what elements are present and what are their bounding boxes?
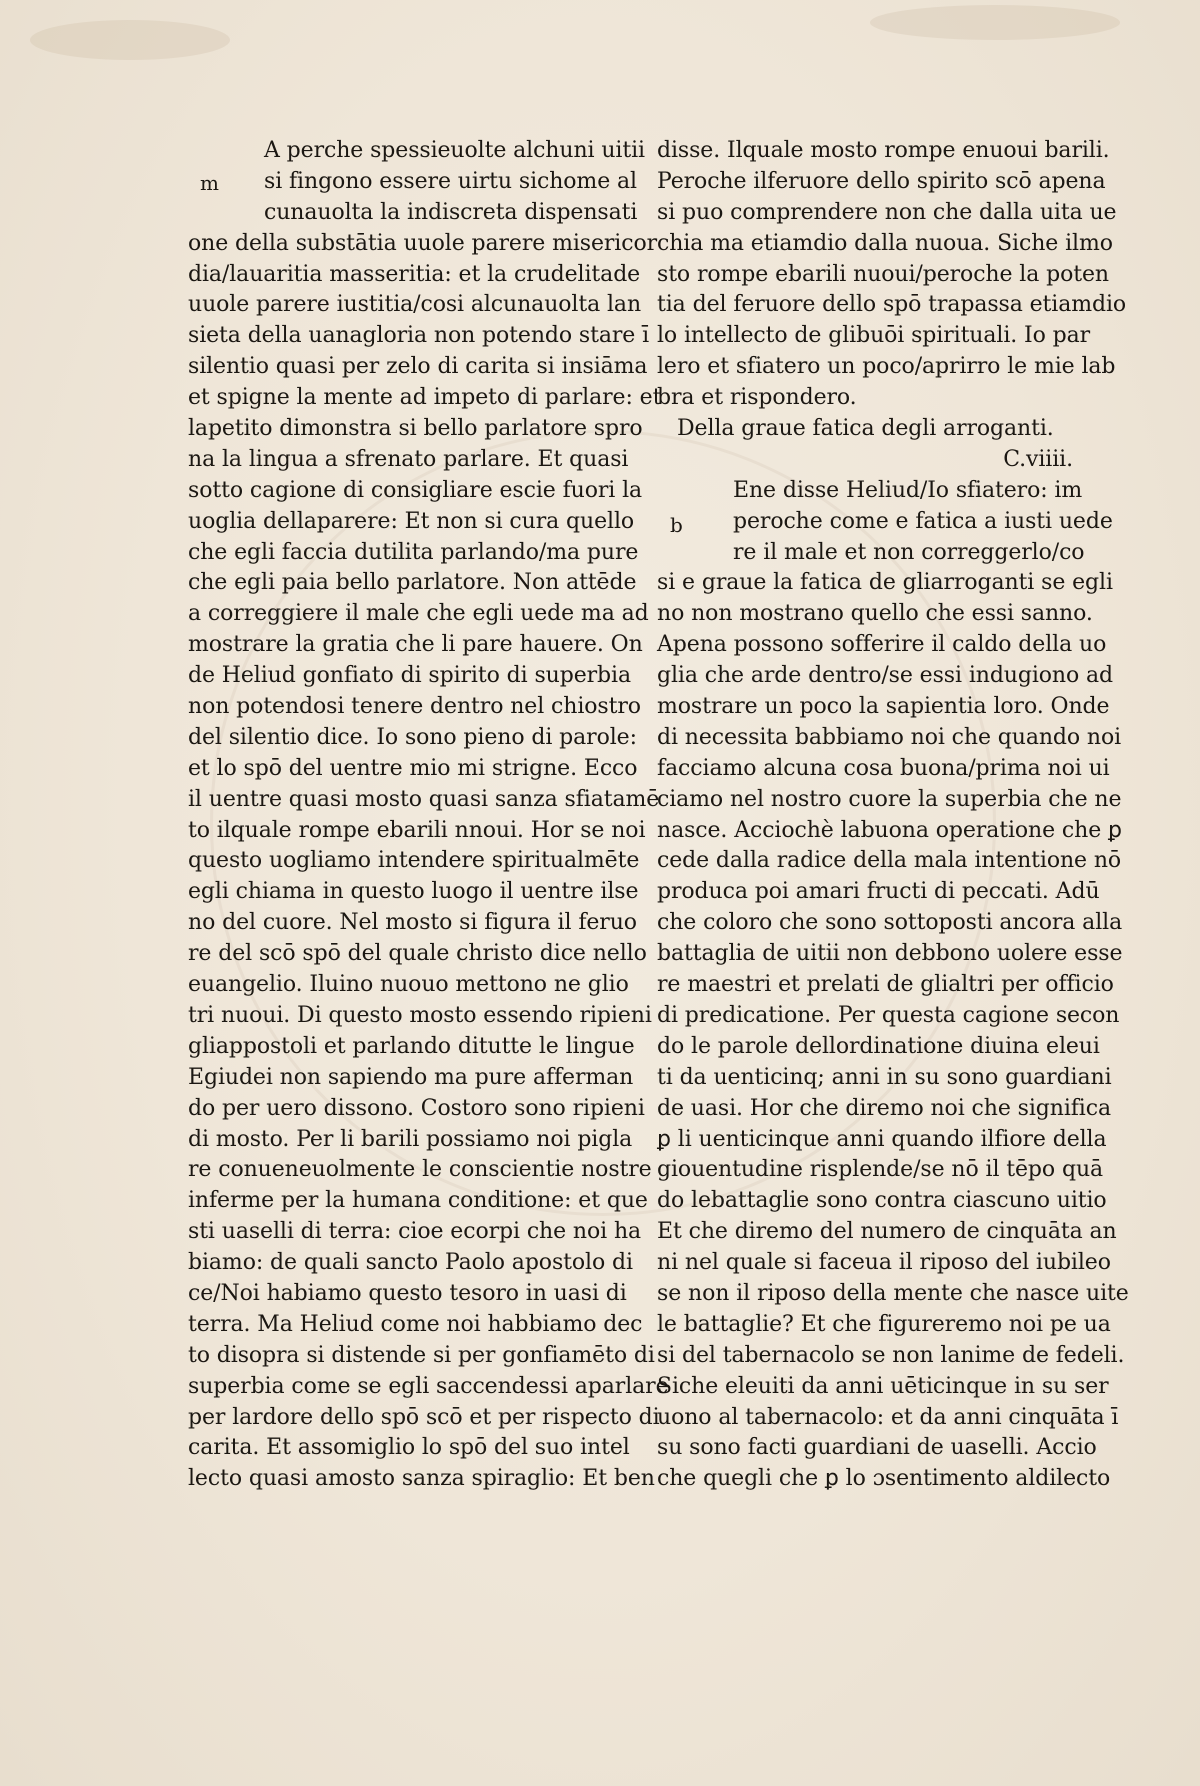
text-line: one della substātia uuole parere misericor [188,230,658,256]
text-line: euangelio. Iluino nuouo mettono ne glio [188,972,629,998]
text-line: per lardore dello spō scō et per rispecto di [188,1404,660,1430]
text-line: re conueneuolmente le conscientie nostre [188,1157,652,1183]
text-line: de uasi. Hor che diremo noi che significa [657,1095,1111,1121]
text-line: cunauolta la indiscreta dispensati [264,199,638,225]
text-line: lero et sfiatero un poco/aprirro le mie lab [657,354,1116,380]
text-line: terra. Ma Heliud come noi habbiamo dec [188,1311,643,1337]
text-line: na la lingua a sfrenato parlare. Et quasi [188,446,629,472]
text-line: si e graue la fatica de gliarroganti se egli [657,570,1113,596]
text-line: sotto cagione di consigliare escie fuori la [188,477,643,503]
text-line: uono al tabernacolo: et da anni cinquāta ī [657,1404,1119,1430]
text-line: to disopra si distende si per gonfiamēto di [188,1342,655,1368]
text-line: facciamo alcuna cosa buona/prima noi ui [657,755,1110,781]
text-line: nasce. Acciochè labuona operatione che ꝑ [657,817,1122,843]
text-line: peroche come e fatica a iusti uede [733,508,1113,534]
text-line: si fingono essere uirtu sichome al [264,168,637,194]
text-line: do le parole dellordinatione diuina eleui [657,1033,1100,1059]
text-line: lo intellecto de glibuōi spirituali. Io par [657,323,1091,349]
text-line: A perche spessieuolte alchuni uitii [264,138,645,163]
text-line: re il male et non correggerlo/co [733,539,1085,565]
text-line: superbia come se egli saccendessi aparlare [188,1373,669,1399]
text-line: ꝑ li uenticinque anni quando ilfiore della [657,1126,1107,1152]
text-line: de Heliud gonfiato di spirito di superbia [188,663,631,689]
text-line: tia del feruore dello spō trapassa etiamdio [657,292,1127,318]
paper-stain [870,5,1120,40]
text-line: sto rompe ebarili nuoui/peroche la poten [657,261,1109,287]
text-line: se non il riposo della mente che nasce uite [657,1280,1129,1306]
text-line: gliappostoli et parlando ditutte le lingue [188,1033,635,1059]
text-line: Peroche ilferuore dello spirito scō apena [657,168,1106,194]
text-line: et lo spō del uentre mio mi strigne. Ecco [188,755,638,781]
text-line: uuole parere iustitia/cosi alcunauolta lan [188,292,642,318]
text-line: cede dalla radice della mala intentione nō [657,848,1122,874]
text-line: ciamo nel nostro cuore la superbia che ne [657,786,1122,812]
text-line: produca poi amari fructi di peccati. Adū [657,879,1100,905]
text-line: chia ma etiamdio dalla nuoua. Siche ilmo [657,230,1113,256]
text-line: che coloro che sono sottoposti ancora alla [657,910,1123,936]
paper-stain [30,20,230,60]
text-line: che egli paia bello parlatore. Non attēde [188,570,637,596]
initial-guide-letter-m: m [200,171,219,195]
text-line: et spigne la mente ad impeto di parlare: et [188,385,662,411]
text-line: sti uaselli di terra: cioe ecorpi che noi ha [188,1219,642,1245]
text-line: Siche eleuiti da anni uēticinque in su ser [657,1373,1109,1399]
text-line: sieta della uanagloria non potendo stare ī [188,323,650,349]
initial-guide-letter-b: b [670,513,683,537]
text-line: Apena possono sofferire il caldo della uo [657,632,1107,658]
text-line: di necessita babbiamo noi che quando noi [657,724,1122,750]
text-line: che quegli che ꝑ lo ɔsentimento aldilecto [657,1466,1111,1492]
text-line: do per uero dissono. Costoro sono ripieni [188,1095,645,1121]
text-line: questo uogliamo intendere spiritualmēte [188,848,640,874]
text-line: egli chiama in questo luogo il uentre ilse [188,879,639,905]
left-text-column [188,136,669,1495]
text-line: Egiudei non sapiendo ma pure afferman [188,1064,634,1090]
text-line: non potendosi tenere dentro nel chiostro [188,694,641,720]
text-line: silentio quasi per zelo di carita si insiāma [188,354,648,380]
text-line: to ilquale rompe ebarili nnoui. Hor se noi [188,817,646,843]
text-line: si puo comprendere non che dalla uita ue [657,199,1117,225]
text-line: battaglia de uitii non debbono uolere esse [657,941,1123,967]
text-line: C.viiii. [1003,446,1073,472]
text-line: mostrare un poco la sapientia loro. Onde [657,694,1110,720]
text-line: Et che diremo del numero de cinquāta an [657,1219,1117,1245]
text-line: di predicatione. Per questa cagione secon [657,1002,1120,1028]
text-line: disse. Ilquale mosto rompe enuoui barili. [657,138,1110,163]
text-line: lecto quasi amosto sanza spiraglio: Et ben [188,1466,655,1492]
text-line: le battaglie? Et che figureremo noi pe ua [657,1311,1111,1337]
text-line: no del cuore. Nel mosto si figura il feruo [188,910,637,936]
text-line: ni nel quale si faceua il riposo del iubileo [657,1250,1111,1276]
text-line: su sono facti guardiani de uaselli. Accio [657,1435,1097,1461]
text-line: ce/Noi habiamo questo tesoro in uasi di [188,1280,627,1306]
text-line: dia/lauaritia masseritia: et la crudelitade [188,261,641,287]
text-line: a correggiere il male che egli uede ma ad [188,601,649,627]
text-line: bra et rispondero. [657,385,857,411]
text-line: Ene disse Heliud/Io sfiatero: im [733,477,1083,503]
text-line: che egli faccia dutilita parlando/ma pure [188,539,639,565]
text-line: ti da uenticinq; anni in su sono guardiani [657,1064,1112,1090]
text-line: di mosto. Per li barili possiamo noi pigla [188,1126,633,1152]
text-line: re del scō spō del quale christo dice nello [188,941,647,967]
text-line: si del tabernacolo se non lanime de fedeli. [657,1342,1125,1368]
text-line: biamo: de quali sancto Paolo apostolo di [188,1250,633,1276]
text-line: Della graue fatica degli arroganti. [677,416,1054,442]
right-text-column [657,136,1129,1495]
text-line: lapetito dimonstra si bello parlatore spro [188,416,643,442]
text-line: inferme per la humana conditione: et que [188,1188,648,1214]
text-line: carita. Et assomiglio lo spō del suo intel [188,1435,630,1461]
text-line: uoglia dellaparere: Et non si cura quello [188,508,635,534]
text-line: do lebattaglie sono contra ciascuno uitio [657,1188,1107,1214]
text-line: del silentio dice. Io sono pieno di parole: [188,724,637,750]
text-line: tri nuoui. Di questo mosto essendo ripieni [188,1002,652,1028]
text-line: re maestri et prelati de glialtri per officio [657,972,1114,998]
text-line: mostrare la gratia che li pare hauere. On [188,632,643,658]
text-line: giouentudine risplende/se nō il tēpo quā [657,1157,1104,1183]
text-line: glia che arde dentro/se essi indugiono ad [657,663,1114,689]
text-line: no non mostrano quello che essi sanno. [657,601,1093,627]
text-line: il uentre quasi mosto quasi sanza sfiatamē [188,786,660,812]
